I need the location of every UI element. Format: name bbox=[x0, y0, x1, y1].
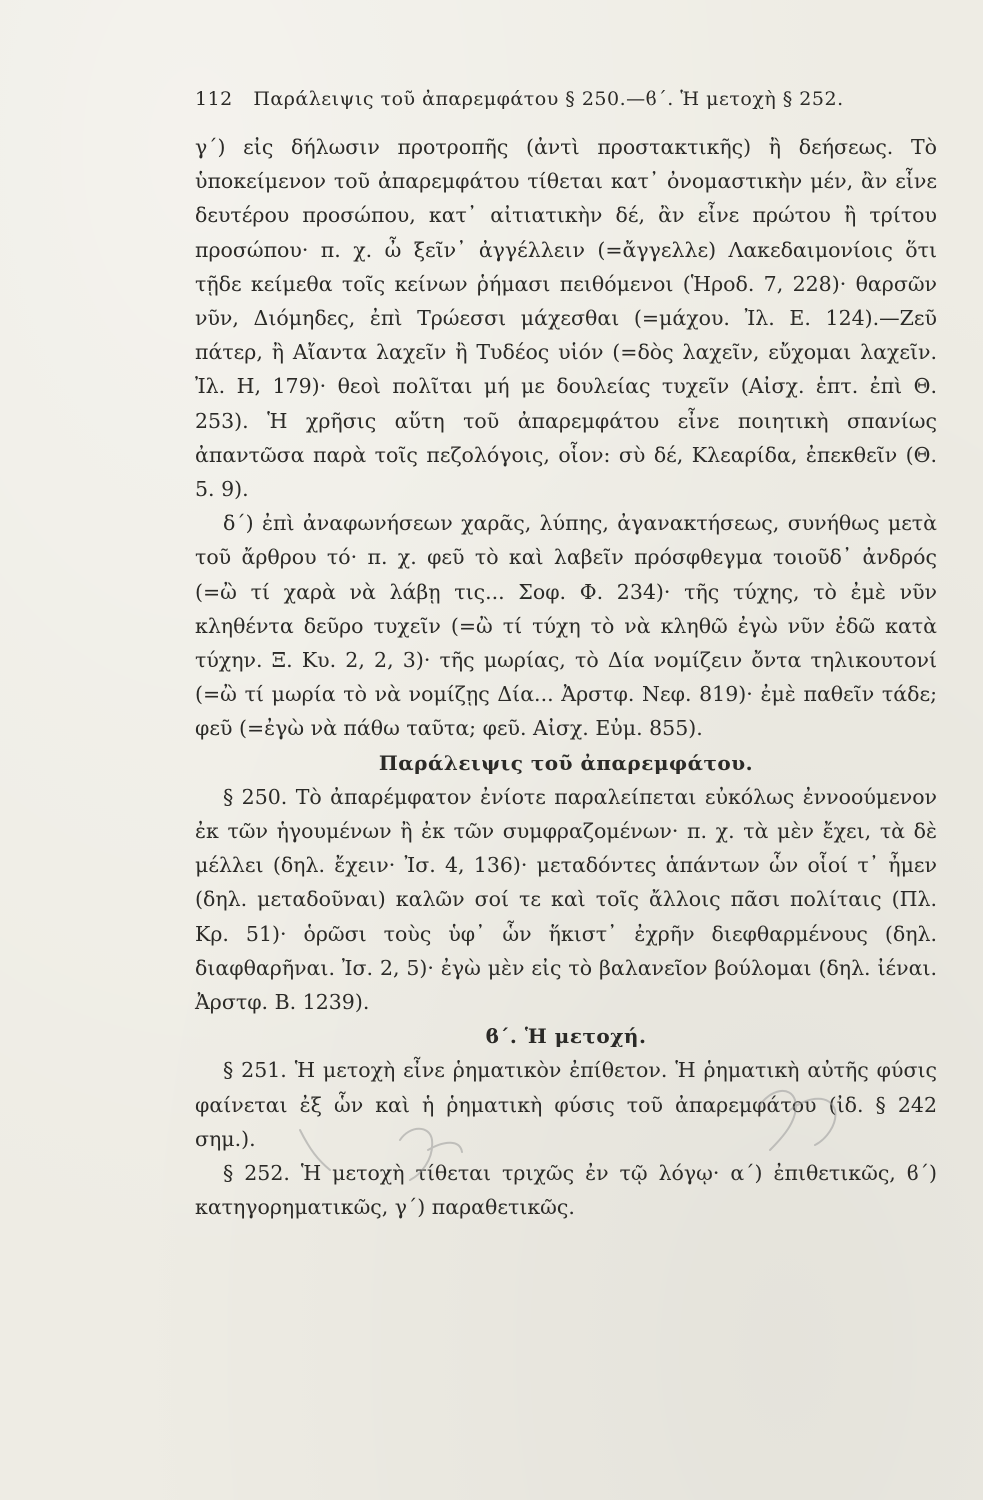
running-title: Παράλειψις τοῦ ἀπαρεμφάτου § 250.—ϐ΄. Ἡ μετοχὴ § 252. bbox=[253, 88, 844, 110]
page-body bbox=[195, 130, 937, 1225]
paragraph-delta: δ΄) ἐπὶ ἀναφωνήσεων χαρᾶς, λύπης, ἀγανακτήσεως, συνήθως μετὰ τοῦ ἄρθρου τό· π. χ. φεῦ τὸ καὶ λαβεῖν πρόσφθεγμα τοιοῦδ᾽ ἀνδρός (=ὢ τί χαρὰ νὰ λάβῃ τις... Σοφ. Φ. 234)· τῆς τύχης, τὸ ἐμὲ νῦν κληθέντα δεῦρο τυχεῖν (=ὢ τί τύχη τὸ νὰ κληθῶ ἐγὼ νῦν ἐδῶ κατὰ τύχην. Ξ. Κυ. 2, 2, 3)· τῆς μωρίας, τὸ Δία νομίζειν ὄντα τηλικουτονί (=ὢ τί μωρία τὸ νὰ νομίζῃς Δία... Ἀρστφ. Νεφ. 819)· ἐμὲ παθεῖν τάδε; φεῦ (=ἐγὼ νὰ πάθω ταῦτα; φεῦ. Αἰσχ. Εὐμ. 855). bbox=[195, 511, 937, 741]
page-number: 112 bbox=[195, 88, 233, 110]
paragraph-252: § 252. Ἡ μετοχὴ τίθεται τριχῶς ἐν τῷ λόγῳ· α΄) ἐπιθετικῶς, ϐ΄) κατηγορηματικῶς, γ΄) παραθετικῶς. bbox=[195, 1161, 937, 1220]
section-heading-omission: Παράλειψις τοῦ ἀπαρεμφάτου. bbox=[378, 750, 754, 775]
paragraph-250: § 250. Τὸ ἀπαρέμφατον ἐνίοτε παραλείπεται εὐκόλως ἐννοούμενον ἐκ τῶν ἡγουμένων ἢ ἐκ τῶν συμφραζομένων· π. χ. τὰ μὲν ἔχει, τὰ δὲ μέλλει (δηλ. ἔχειν· Ἰσ. 4, 136)· μεταδόντες ἁπάντων ὧν οἷοί τ᾽ ἦμεν (δηλ. μεταδοῦναι) καλῶν σοί τε καὶ τοῖς ἄλλοις πᾶσι πολίταις (Πλ. Κρ. 51)· ὁρῶσι τοὺς ὑφ᾽ ὧν ἥκιστ᾽ ἐχρῆν διεφθαρμένους (δηλ. διαφθαρῆναι. Ἰσ. 2, 5)· ἐγὼ μὲν εἰς τὸ βαλανεῖον βούλομαι (δηλ. ἰέναι. Ἀρστφ. Β. 1239). bbox=[195, 784, 937, 1015]
paragraph-251: § 251. Ἡ μετοχὴ εἶνε ῥηματικὸν ἐπίθετον. Ἡ ῥηματικὴ αὐτῆς φύσις φαίνεται ἐξ ὧν καὶ ἡ ῥηματικὴ φύσις τοῦ ἀπαρεμφάτου (ἰδ. § 242 σημ.). bbox=[195, 1058, 937, 1151]
paragraph-gamma: γ΄) εἰς δήλωσιν προτροπῆς (ἀντὶ προστακτικῆς) ἢ δεήσεως. Τὸ ὑποκείμενον τοῦ ἀπαρεμφάτου τίθεται κατ᾽ ὀνομαστικὴν μέν, ἂν εἶνε δευτέρου προσώπου, κατ᾽ αἰτιατικὴν δέ, ἂν εἶνε πρώτου ἢ τρίτου προσώπου· π. χ. ὦ ξεῖν᾽ ἀγγέλλειν (=ἄγγελλε) Λακεδαιμονίοις ὅτι τῇδε κείμεθα τοῖς κείνων ῥήμασι πειθόμενοι (Ἡροδ. 7, 228)· θαρσῶν νῦν, Διόμηδες, ἐπὶ Τρώεσσι μάχεσθαι (=μάχου. Ἰλ. Ε. 124).—Ζεῦ πάτερ, ἢ Αἴαντα λαχεῖν ἢ Τυδέος υἱόν (=δὸς λαχεῖν, εὔχομαι λαχεῖν. Ἰλ. Η, 179)· θεοὶ πολῖται μή με δουλείας τυχεῖν (Αἰσχ. ἑπτ. ἐπὶ Θ. 253). Ἡ χρῆσις αὕτη τοῦ ἀπαρεμφάτου εἶνε ποιητικὴ σπανίως ἀπαντῶσα παρὰ τοῖς πεζολόγοις, οἷον: σὺ δέ, Κλεαρίδα, ἐπεκθεῖν (Θ. 5. 9). bbox=[195, 135, 937, 502]
section-heading-participle: ϐ΄. Ἡ μετοχή. bbox=[485, 1024, 647, 1049]
running-header bbox=[195, 88, 855, 110]
